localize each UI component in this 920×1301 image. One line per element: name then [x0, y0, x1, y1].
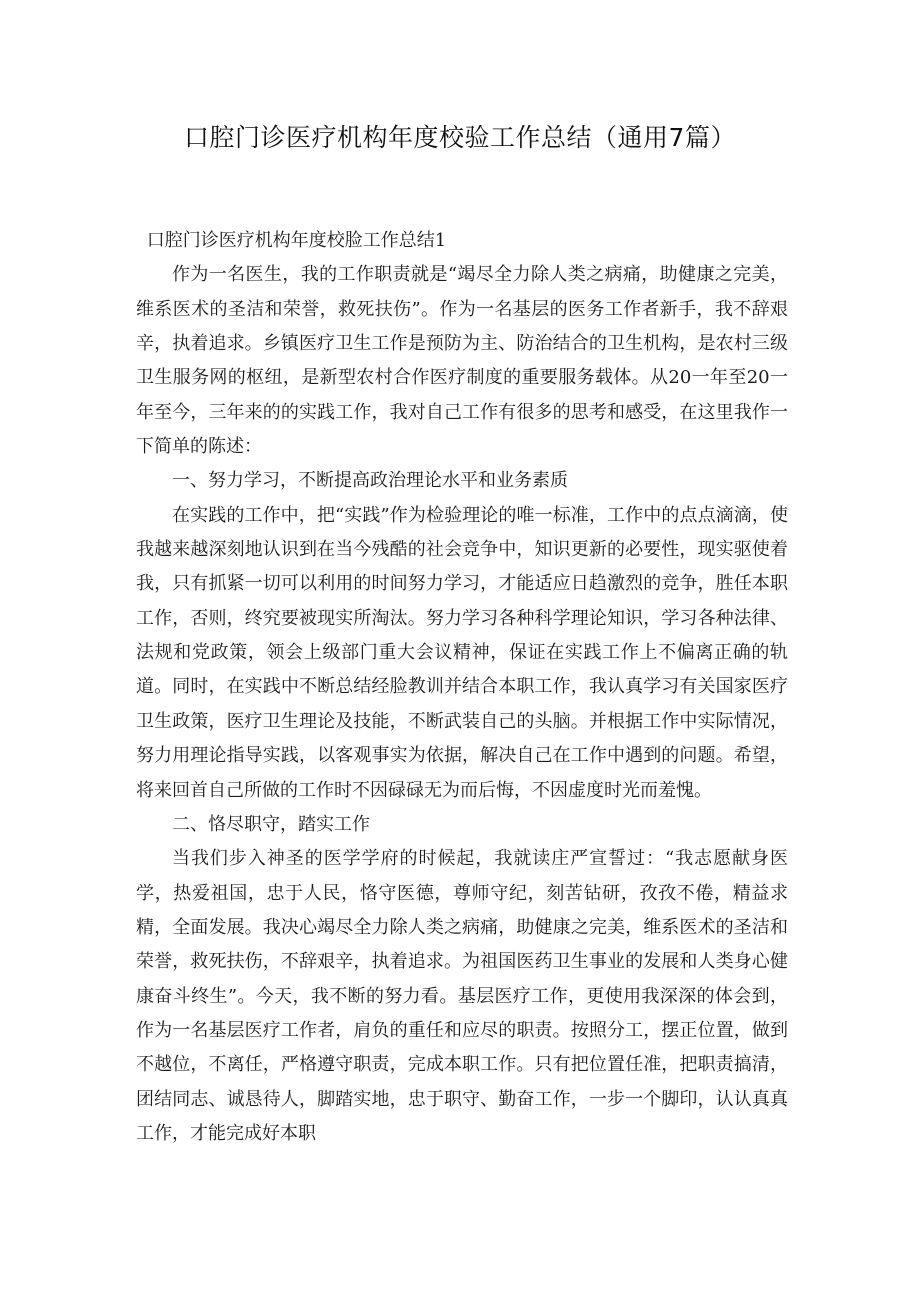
- paragraph: 作为一名医生，我的工作职责就是“竭尽全力除人类之病痛，助健康之完美，维系医术的圣洁和荣誉，救死扶伤”。作为一名基层的医务工作者新手，我不辞艰辛，执着追求。乡镇医疗卫生工作是预防为主、防治结合的卫生机构，是农村三级卫生服务网的枢纽，是新型农村合作医疗制度的重要服务载体。从20一年至20一年至今，三年来的的实践工作，我对自己工作有很多的思考和感受，在这里我作一下简单的陈述：: [136, 264, 788, 458]
- section-heading: 二、恪尽职守，踏实工作: [172, 813, 370, 835]
- section-subtitle: 口腔门诊医疗机构年度校脸工作总结1: [146, 230, 447, 251]
- document-body: [136, 224, 788, 1151]
- paragraph: 在实践的工作中，把“实践”作为检验理论的唯一标准，工作中的点点滴滴，使我越来越深刻地认识到在当今残酷的社会竞争中，知识更新的必要性，现实驱使着我，只有抓紧一切可以利用的时间努力学习，才能适应日趋激烈的竞争，胜任本职工作，否则，终究要被现实所淘汰。努力学习各种科学理论知识，学习各种法律、法规和党政策，领会上级部门重大会议精神，保证在实践工作上不偏离正确的轨道。同时，在实践中不断总结经脸教训并结合本职工作，我认真学习有关国家医疗卫生政策，医疗卫生理论及技能，不断武装自己的头脑。并根据工作中实际情况，努力用理论指导实践，以客观事实为依据，解决自己在工作中遇到的问题。希望，将来回首自己所做的工作时不因碌碌无为而后悔，不因虚度时光而羞愧。: [136, 504, 788, 801]
- section-heading: 一、努力学习，不断提高政治理论水平和业务素质: [172, 470, 568, 492]
- document-title: 口腔门诊医疗机构年度校验工作总结（通用7篇）: [184, 123, 736, 152]
- paragraph: 当我们步入神圣的医学学府的时候起，我就读庄严宣誓过：“我志愿献身医学，热爱祖国，忠于人民，恪守医德，尊师守纪，刻苦钻研，孜孜不倦，精益求精，全面发展。我决心竭尽全力除人类之病痛，助健康之完美，维系医术的圣洁和荣誉，救死扶伤，不辞艰辛，执着追求。为祖国医药卫生事业的发展和人类身心健康奋斗终生”。今天，我不断的努力看。基层医疗工作，更使用我深深的体会到，作为一名基层医疗工作者，肩负的重任和应尽的职责。按照分工，摆正位置，做到不越位，不离任，严格遵守职责，完成本职工作。只有把位置任准，把职责搞清，团结同志、诚恳待人，脚踏实地，忠于职守、勤奋工作，一步一个脚印，认认真真工作，才能完成好本职: [136, 848, 788, 1144]
